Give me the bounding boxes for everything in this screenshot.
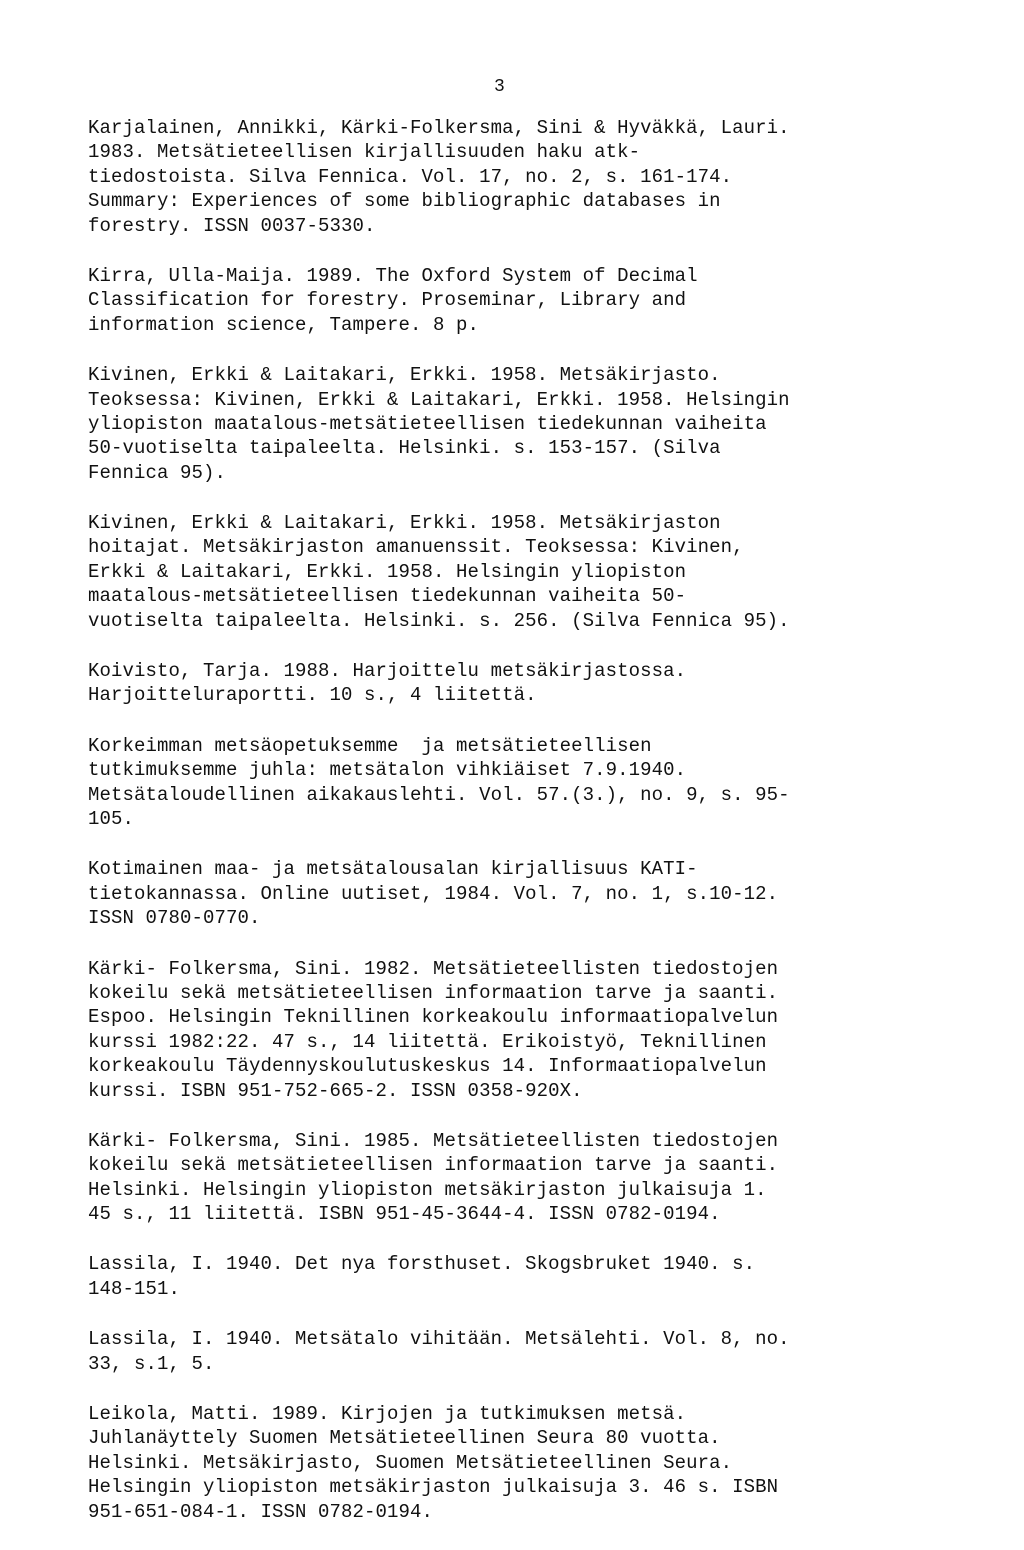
reference-list bbox=[88, 116, 988, 1550]
reference-entry bbox=[88, 734, 988, 832]
reference-line: 45 s., 11 liitettä. ISBN 951-45-3644-4. ISSN 0782-0194. bbox=[88, 1203, 721, 1226]
reference-line: maatalous-metsätieteellisen tiedekunnan vaiheita 50- bbox=[88, 585, 687, 608]
reference-line: tutkimuksemme juhla: metsätalon vihkiäiset 7.9.1940. bbox=[88, 759, 687, 782]
reference-line: kurssi 1982:22. 47 s., 14 liitettä. Erikoistyö, Teknillinen bbox=[88, 1030, 767, 1053]
reference-line: Korkeimman metsäopetuksemme ja metsätieteellisen bbox=[88, 734, 652, 757]
reference-line: Juhlanäyttely Suomen Metsätieteellinen Seura 80 vuotta. bbox=[88, 1427, 721, 1450]
reference-entry bbox=[88, 1327, 988, 1376]
reference-entry bbox=[88, 264, 988, 337]
reference-line: information science, Tampere. 8 p. bbox=[88, 313, 480, 336]
reference-line: Harjoitteluraportti. 10 s., 4 liitettä. bbox=[88, 684, 537, 707]
reference-line: Kärki- Folkersma, Sini. 1982. Metsätieteellisten tiedostojen bbox=[88, 957, 779, 980]
reference-line: Leikola, Matti. 1989. Kirjojen ja tutkimuksen metsä. bbox=[88, 1403, 687, 1426]
reference-line: Teoksessa: Kivinen, Erkki & Laitakari, Erkki. 1958. Helsingin bbox=[88, 388, 790, 411]
reference-line: Helsingin yliopiston metsäkirjaston julkaisuja 3. 46 s. ISBN bbox=[88, 1476, 779, 1499]
reference-line: Kirra, Ulla-Maija. 1989. The Oxford System of Decimal bbox=[88, 264, 698, 287]
reference-line: tiedostoista. Silva Fennica. Vol. 17, no. 2, s. 161-174. bbox=[88, 165, 733, 188]
reference-line: kokeilu sekä metsätieteellisen informaation tarve ja saanti. bbox=[88, 981, 779, 1004]
reference-line: Metsätaloudellinen aikakauslehti. Vol. 57.(3.), no. 9, s. 95- bbox=[88, 783, 790, 806]
reference-line: Kivinen, Erkki & Laitakari, Erkki. 1958. Metsäkirjasto. bbox=[88, 364, 721, 387]
reference-entry bbox=[88, 1252, 988, 1301]
reference-line: forestry. ISSN 0037-5330. bbox=[88, 214, 376, 237]
reference-line: Lassila, I. 1940. Metsätalo vihitään. Metsälehti. Vol. 8, no. bbox=[88, 1328, 790, 1351]
reference-line: kurssi. ISBN 951-752-665-2. ISSN 0358-920X. bbox=[88, 1079, 583, 1102]
reference-line: Kivinen, Erkki & Laitakari, Erkki. 1958. Metsäkirjaston bbox=[88, 512, 721, 535]
reference-line: Helsinki. Metsäkirjasto, Suomen Metsätieteellinen Seura. bbox=[88, 1451, 733, 1474]
reference-line: korkeakoulu Täydennyskoulutuskeskus 14. Informaatiopalvelun bbox=[88, 1055, 767, 1078]
reference-entry bbox=[88, 957, 988, 1103]
reference-line: 951-651-084-1. ISSN 0782-0194. bbox=[88, 1500, 434, 1523]
reference-line: 105. bbox=[88, 807, 135, 830]
reference-line: Espoo. Helsingin Teknillinen korkeakoulu informaatiopalvelun bbox=[88, 1006, 779, 1029]
reference-entry bbox=[88, 1129, 988, 1227]
reference-line: tietokannassa. Online uutiset, 1984. Vol. 7, no. 1, s.10-12. bbox=[88, 882, 779, 905]
reference-entry bbox=[88, 511, 988, 633]
reference-line: yliopiston maatalous-metsätieteellisen tiedekunnan vaiheita bbox=[88, 412, 767, 435]
reference-line: Summary: Experiences of some bibliographic databases in bbox=[88, 190, 721, 213]
reference-line: Karjalainen, Annikki, Kärki-Folkersma, Sini & Hyväkkä, Lauri. bbox=[88, 117, 790, 139]
reference-line: vuotiselta taipaleelta. Helsinki. s. 256. (Silva Fennica 95). bbox=[88, 609, 790, 632]
reference-line: Erkki & Laitakari, Erkki. 1958. Helsingin yliopiston bbox=[88, 560, 687, 583]
reference-line: Koivisto, Tarja. 1988. Harjoittelu metsäkirjastossa. bbox=[88, 660, 687, 683]
reference-line: kokeilu sekä metsätieteellisen informaation tarve ja saanti. bbox=[88, 1154, 779, 1177]
reference-line: 33, s.1, 5. bbox=[88, 1352, 215, 1375]
reference-entry bbox=[88, 1402, 988, 1524]
reference-line: 148-151. bbox=[88, 1277, 181, 1300]
reference-line: hoitajat. Metsäkirjaston amanuenssit. Teoksessa: Kivinen, bbox=[88, 536, 744, 559]
reference-line: Classification for forestry. Proseminar, Library and bbox=[88, 289, 687, 312]
reference-line: Helsinki. Helsingin yliopiston metsäkirjaston julkaisuja 1. bbox=[88, 1178, 767, 1201]
reference-line: Kotimainen maa- ja metsätalousalan kirjallisuus KATI- bbox=[88, 858, 698, 881]
reference-line: Lassila, I. 1940. Det nya forsthuset. Skogsbruket 1940. s. bbox=[88, 1253, 756, 1276]
reference-entry bbox=[88, 659, 988, 708]
reference-entry bbox=[88, 857, 988, 930]
reference-line: ISSN 0780-0770. bbox=[88, 907, 261, 930]
reference-line: 1983. Metsätieteellisen kirjallisuuden haku atk- bbox=[88, 141, 641, 164]
reference-line: Kärki- Folkersma, Sini. 1985. Metsätieteellisten tiedostojen bbox=[88, 1129, 779, 1152]
reference-entry bbox=[88, 363, 988, 485]
reference-entry bbox=[88, 116, 988, 238]
reference-line: Fennica 95). bbox=[88, 461, 227, 484]
page-number: 3 bbox=[494, 77, 505, 97]
reference-line: 50-vuotiselta taipaleelta. Helsinki. s. 153-157. (Silva bbox=[88, 437, 721, 460]
